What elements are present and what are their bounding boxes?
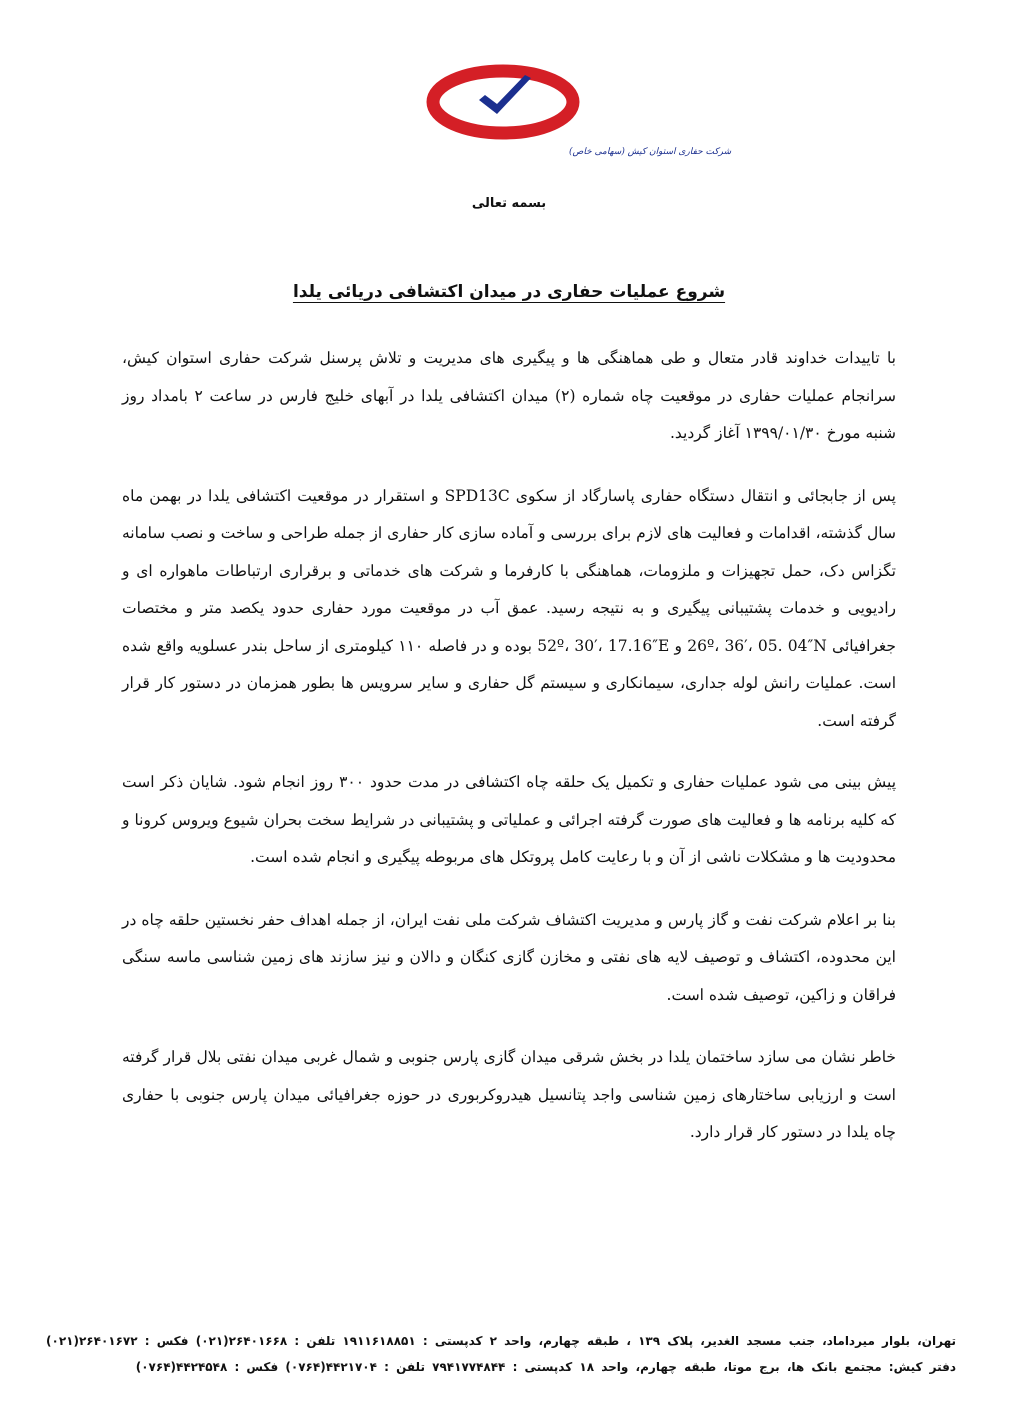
- basmala: بسمه تعالی: [471, 196, 547, 211]
- company-logo-checkmark-icon: [419, 62, 732, 172]
- body-text: [122, 340, 896, 1177]
- footer-tehran-office: تهران، بلوار میرداماد، جنب مسجد الغدیر، پلاک ۱۳۹ ، طبقه چهارم، واحد ۲ کدپستی : ۱۹۱۱۶۱۸۸۵۱ تلفن : ۲۶۴۰۱۶۶۸(۰۲۱) فکس : ۲۶۴۰۱۶۷۲(۰۲۱): [46, 1334, 956, 1348]
- company-logo: [419, 62, 732, 172]
- paragraph-3: پیش بینی می شود عملیات حفاری و تکمیل یک حلقه چاه اکتشافی در مدت حدود ۳۰۰ روز انجام شود. شایان ذکر است که کلیه برنامه ها و فعالیت های صورت گرفته اجرائی و عملیاتی و پشتیبانی در شرایط سخت بحران شیوع ویروس کرونا و محدودیت ها و مشکلات ناشی از آن و با رعایت کامل پروتکل های مربوطه پیگیری و انجام شده است.: [122, 773, 897, 866]
- paragraph-5: خاطر نشان می سازد ساختمان یلدا در بخش شرقی میدان گازی پارس جنوبی و شمال غربی میدان نفتی بلال قرار گرفته است و ارزیابی ساختارهای زمین شناسی واجد پتانسیل هیدروکربوری در حوزه جغرافیائی میدان پارس جنوبی با حفاری چاه یلدا در دستور کار قرار دارد.: [122, 1048, 896, 1141]
- page-title: شروع عملیات حفاری در میدان اکتشافی دریائی یلدا: [292, 282, 726, 302]
- footer-kish-office: دفتر کیش: مجتمع بانک ها، برج موتا، طبقه چهارم، واحد ۱۸ کدپستی : ۷۹۴۱۷۷۴۸۴۴ تلفن : ۴۴۲۱۷۰۴(۰۷۶۴) فکس : ۴۴۲۴۵۴۸(۰۷۶۴): [135, 1360, 956, 1374]
- paragraph-1: با تاییدات خداوند قادر متعال و طی هماهنگی ها و پیگیری های مدیریت و تلاش پرسنل شرکت حفاری استوان کیش، سرانجام عملیات حفاری در موقعیت چاه شماره (۲) میدان اکتشافی یلدا در آبهای خلیج فارس در ساعت ۲ بامداد روز شنبه مورخ ۱۳۹۹/۰۱/۳۰ آغاز گردید.: [122, 349, 896, 442]
- logo-caption: شرکت حفاری استوان کیش (سهامی خاص): [569, 147, 732, 157]
- paragraph-4: بنا بر اعلام شرکت نفت و گاز پارس و مدیریت اکتشاف شرکت ملی نفت ایران، از جمله اهداف حفر نخستین حلقه چاه در این محدوده، اکتشاف و توصیف لایه های نفتی و مخازن گازی کنگان و دالان و نیز سازند های زمین شناسی ماسه سنگی فراقان و زاکین، توصیف شده است.: [122, 910, 896, 1004]
- paragraph-2: پس از جابجائی و انتقال دستگاه حفاری پاسارگاد از سکوی SPD13C و استقرار در موقعیت اکتشافی یلدا در بهمن ماه سال گذشته، اقدامات و فعالیت های لازم برای بررسی و آماده سازی کار حفاری از جمله طراحی و ساخت و نصب سامانه تگزاس دک، حمل تجهیزات و ملزومات، هماهنگی با کارفرما و شرکت های خدماتی و برقراری ارتباطات ماهواره ای و رادیویی و خدمات پشتیبانی پیگیری و به نتیجه رسید. عمق آب در موقعیت مورد حفاری حدود یکصد متر و مختصات جغرافیائی 26º، 36′، 05. 04″N و 52º، 30′، 17.16″E بوده و در فاصله ۱۱۰ کیلومتری از ساحل بندر عسلویه واقع شده است. عملیات رانش لوله جداری، سیمانکاری و سیستم گل حفاری و سایر سرویس ها بطور همزمان در دستور کار قرار گرفته است.: [122, 486, 897, 730]
- footer-address: [46, 1328, 956, 1380]
